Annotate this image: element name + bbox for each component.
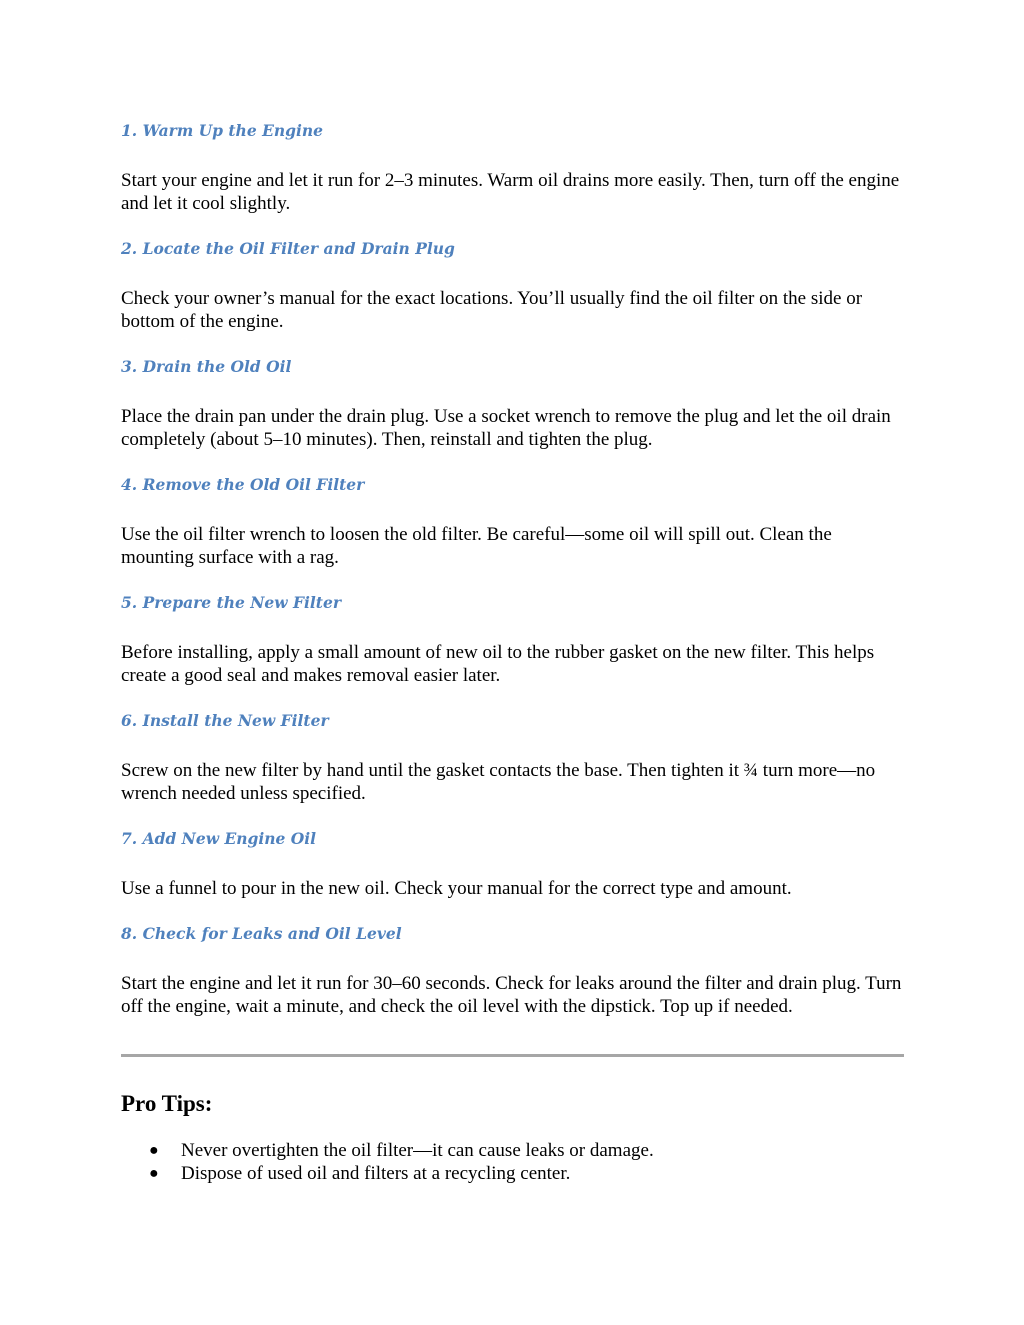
step-body: Check your owner’s manual for the exact locations. You’ll usually find the oil filter on the side or bottom of the engine. [121,288,863,332]
step-3 [121,357,906,450]
step-heading: 1. Warm Up the Engine [121,121,324,140]
step-heading: 6. Install the New Filter [121,711,329,730]
step-body: Start your engine and let it run for 2–3 minutes. Warm oil drains more easily. Then, turn off the engine and let it cool slightly. [121,170,900,214]
list-item [121,1162,906,1185]
tip-text: Never overtighten the oil filter—it can cause leaks or damage. [181,1140,654,1161]
step-2 [121,239,906,332]
step-heading: 7. Add New Engine Oil [121,829,317,848]
step-body: Use the oil filter wrench to loosen the old filter. Be careful—some oil will spill out. Clean the mounting surface with a rag. [121,524,832,568]
pro-tips-title: Pro Tips: [121,1091,213,1116]
step-body: Start the engine and let it run for 30–60 seconds. Check for leaks around the filter and drain plug. Turn off the engine, wait a minute, and check the oil level with the dipstick. Top up if needed. [121,973,902,1017]
step-heading: 5. Prepare the New Filter [121,593,341,612]
step-7 [121,829,906,899]
step-heading: 2. Locate the Oil Filter and Drain Plug [121,239,455,258]
step-8 [121,924,906,1017]
tip-text: Dispose of used oil and filters at a recycling center. [181,1163,571,1184]
step-4 [121,475,906,568]
step-6 [121,711,906,804]
step-5 [121,593,906,686]
bullet-icon: ● [149,1142,159,1159]
step-body: Place the drain pan under the drain plug. Use a socket wrench to remove the plug and let the oil drain completely (about 5–10 minutes). Then, reinstall and tighten the plug. [121,406,891,450]
bullet-icon: ● [149,1165,159,1182]
step-body: Screw on the new filter by hand until the gasket contacts the base. Then tighten it ¾ turn more—no wrench needed unless specified. [121,760,876,804]
step-body: Before installing, apply a small amount of new oil to the rubber gasket on the new filter. This helps create a good seal and makes removal easier later. [121,642,875,686]
step-heading: 3. Drain the Old Oil [121,357,292,376]
horizontal-divider [121,1054,904,1057]
pro-tips-list [121,1139,906,1185]
step-heading: 8. Check for Leaks and Oil Level [121,924,402,943]
step-1 [121,121,906,214]
step-body: Use a funnel to pour in the new oil. Check your manual for the correct type and amount. [121,878,792,899]
list-item [121,1139,906,1162]
step-heading: 4. Remove the Old Oil Filter [121,475,365,494]
